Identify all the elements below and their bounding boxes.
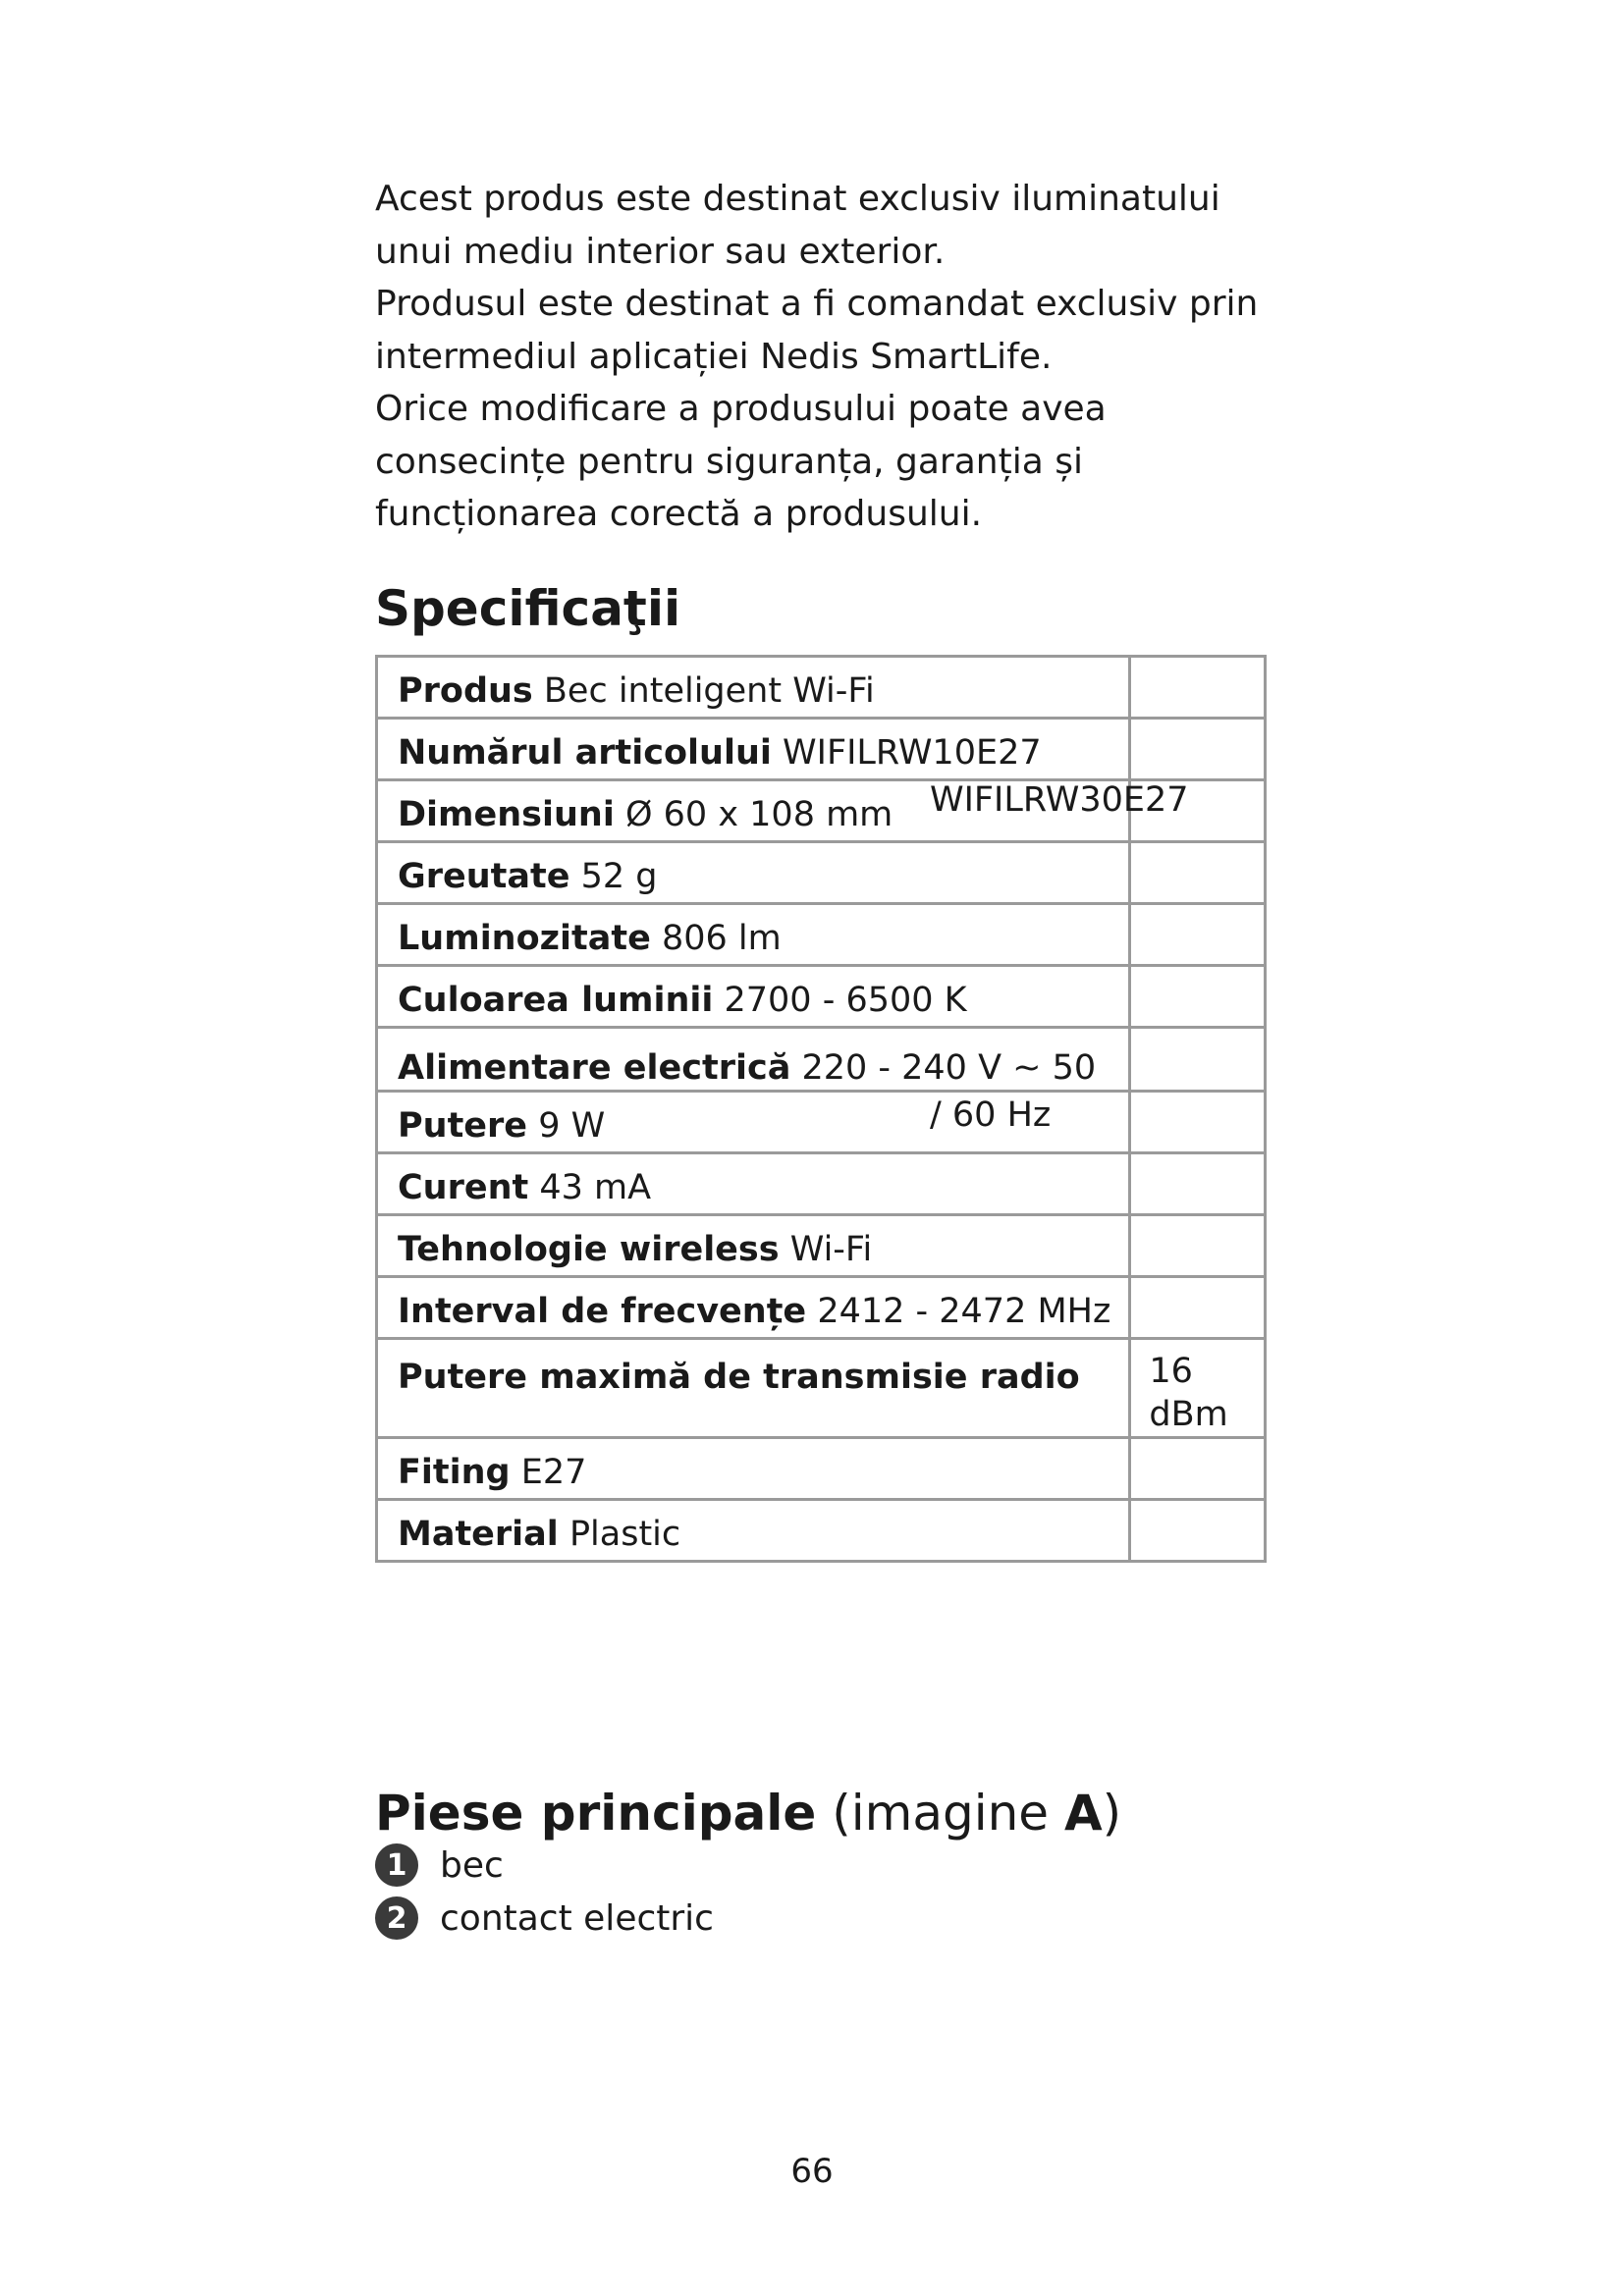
- specifications-heading: Specificaţii: [375, 580, 681, 637]
- table-row: [377, 1277, 1266, 1339]
- spec-label: Alimentare electrică: [398, 1048, 791, 1088]
- spec-value-cell: [1130, 1438, 1266, 1500]
- spec-value-cell: [1130, 1153, 1266, 1215]
- spec-label-cell: [377, 1500, 1130, 1562]
- table-row: [377, 1438, 1266, 1500]
- main-parts-title-close: ): [1102, 1785, 1122, 1842]
- part-label: bec: [440, 1844, 504, 1886]
- spec-value: 9 W: [538, 1106, 606, 1146]
- spec-label: Putere: [398, 1106, 528, 1146]
- spec-value: 52 g: [580, 857, 658, 896]
- spec-value-cell: [1130, 1500, 1266, 1562]
- spec-label-cell: [377, 1277, 1130, 1339]
- spec-label: Putere maximă de transmisie radio: [398, 1358, 1080, 1397]
- list-item: [375, 1839, 714, 1892]
- table-row: [377, 842, 1266, 904]
- spec-value-cell: [1130, 1339, 1266, 1438]
- spec-value-cell: [1130, 1028, 1266, 1092]
- spec-value: WIFILRW10E27: [783, 733, 1042, 773]
- number-badge-icon: 2: [375, 1896, 418, 1940]
- specifications-table: [375, 655, 1267, 1563]
- part-label: contact electric: [440, 1897, 714, 1939]
- spec-label-cell: [377, 1215, 1130, 1277]
- spec-label: Material: [398, 1515, 559, 1554]
- spec-value-cell: [1130, 1092, 1266, 1153]
- spec-value: 2700 - 6500 K: [724, 981, 967, 1020]
- intro-paragraph: Orice modificare a produsului poate avea consecințe pentru siguranța, garanția și funcționarea corectă a produsului.: [375, 389, 1107, 534]
- page-number: 66: [790, 2152, 834, 2191]
- spec-label: Greutate: [398, 857, 570, 896]
- table-row: [377, 1500, 1266, 1562]
- table-row: [377, 966, 1266, 1028]
- intro-text: [375, 173, 1278, 541]
- spec-label: Culoarea luminii: [398, 981, 714, 1020]
- spec-value-cell: [1130, 904, 1266, 966]
- table-row: [377, 904, 1266, 966]
- spec-value: Wi-Fi: [789, 1230, 873, 1269]
- spec-value-cell: [1130, 1277, 1266, 1339]
- spec-label: Interval de frecvențe: [398, 1292, 807, 1331]
- spec-value: 220 - 240 V ~ 50: [801, 1048, 1097, 1088]
- spec-value: 43 mA: [539, 1168, 652, 1207]
- spec-label: Dimensiuni: [398, 795, 615, 834]
- main-parts-image-letter: A: [1063, 1785, 1103, 1842]
- spec-label-cell: [377, 1438, 1130, 1500]
- table-row: [377, 1153, 1266, 1215]
- spec-value-cell: [1130, 657, 1266, 719]
- spec-value: 806 lm: [661, 919, 782, 958]
- number-badge-icon: 1: [375, 1843, 418, 1887]
- spec-label-cell: [377, 657, 1130, 719]
- main-parts-list: [375, 1839, 714, 1945]
- main-parts-image-ref: (imagine: [816, 1785, 1064, 1842]
- spec-value: Plastic: [568, 1515, 681, 1554]
- spec-value: Bec inteligent Wi-Fi: [543, 671, 875, 711]
- spec-label-cell: [377, 842, 1130, 904]
- spec-label: Numărul articolului: [398, 733, 772, 773]
- spec-label-cell: [377, 904, 1130, 966]
- table-row: [377, 719, 1266, 780]
- spec-label-cell: [377, 1339, 1130, 1438]
- table-row: [377, 1028, 1266, 1092]
- spec-label-cell: [377, 1153, 1130, 1215]
- spec-label: Produs: [398, 671, 533, 711]
- spec-value-cell: [1130, 842, 1266, 904]
- spec-value: 16 dBm: [1149, 1352, 1228, 1434]
- spec-value: Ø 60 x 108 mm: [624, 795, 893, 834]
- list-item: [375, 1892, 714, 1945]
- spec-value-cell: [1130, 1215, 1266, 1277]
- spec-value: E27: [520, 1453, 587, 1492]
- spec-value-cell: [1130, 966, 1266, 1028]
- table-row: [377, 1339, 1266, 1438]
- spec-label: Luminozitate: [398, 919, 651, 958]
- spec-label-cell: [377, 966, 1130, 1028]
- table-row: [377, 657, 1266, 719]
- spec-label: Fiting: [398, 1453, 511, 1492]
- intro-paragraph: Produsul este destinat a fi comandat exclusiv prin intermediul aplicației Nedis SmartLife.: [375, 284, 1259, 377]
- intro-paragraph: Acest produs este destinat exclusiv iluminatului unui mediu interior sau exterior.: [375, 179, 1220, 272]
- spec-value: 2412 - 2472 MHz: [817, 1292, 1111, 1331]
- table-row: [377, 1215, 1266, 1277]
- main-parts-title: Piese principale: [375, 1785, 817, 1842]
- main-parts-heading: [375, 1782, 1121, 1844]
- spec-value-continued: / 60 Hz: [930, 1095, 1052, 1135]
- spec-value-continued: WIFILRW30E27: [930, 780, 1189, 820]
- spec-value-cell: [1130, 719, 1266, 780]
- spec-label: Tehnologie wireless: [398, 1230, 780, 1269]
- spec-label: Curent: [398, 1168, 529, 1207]
